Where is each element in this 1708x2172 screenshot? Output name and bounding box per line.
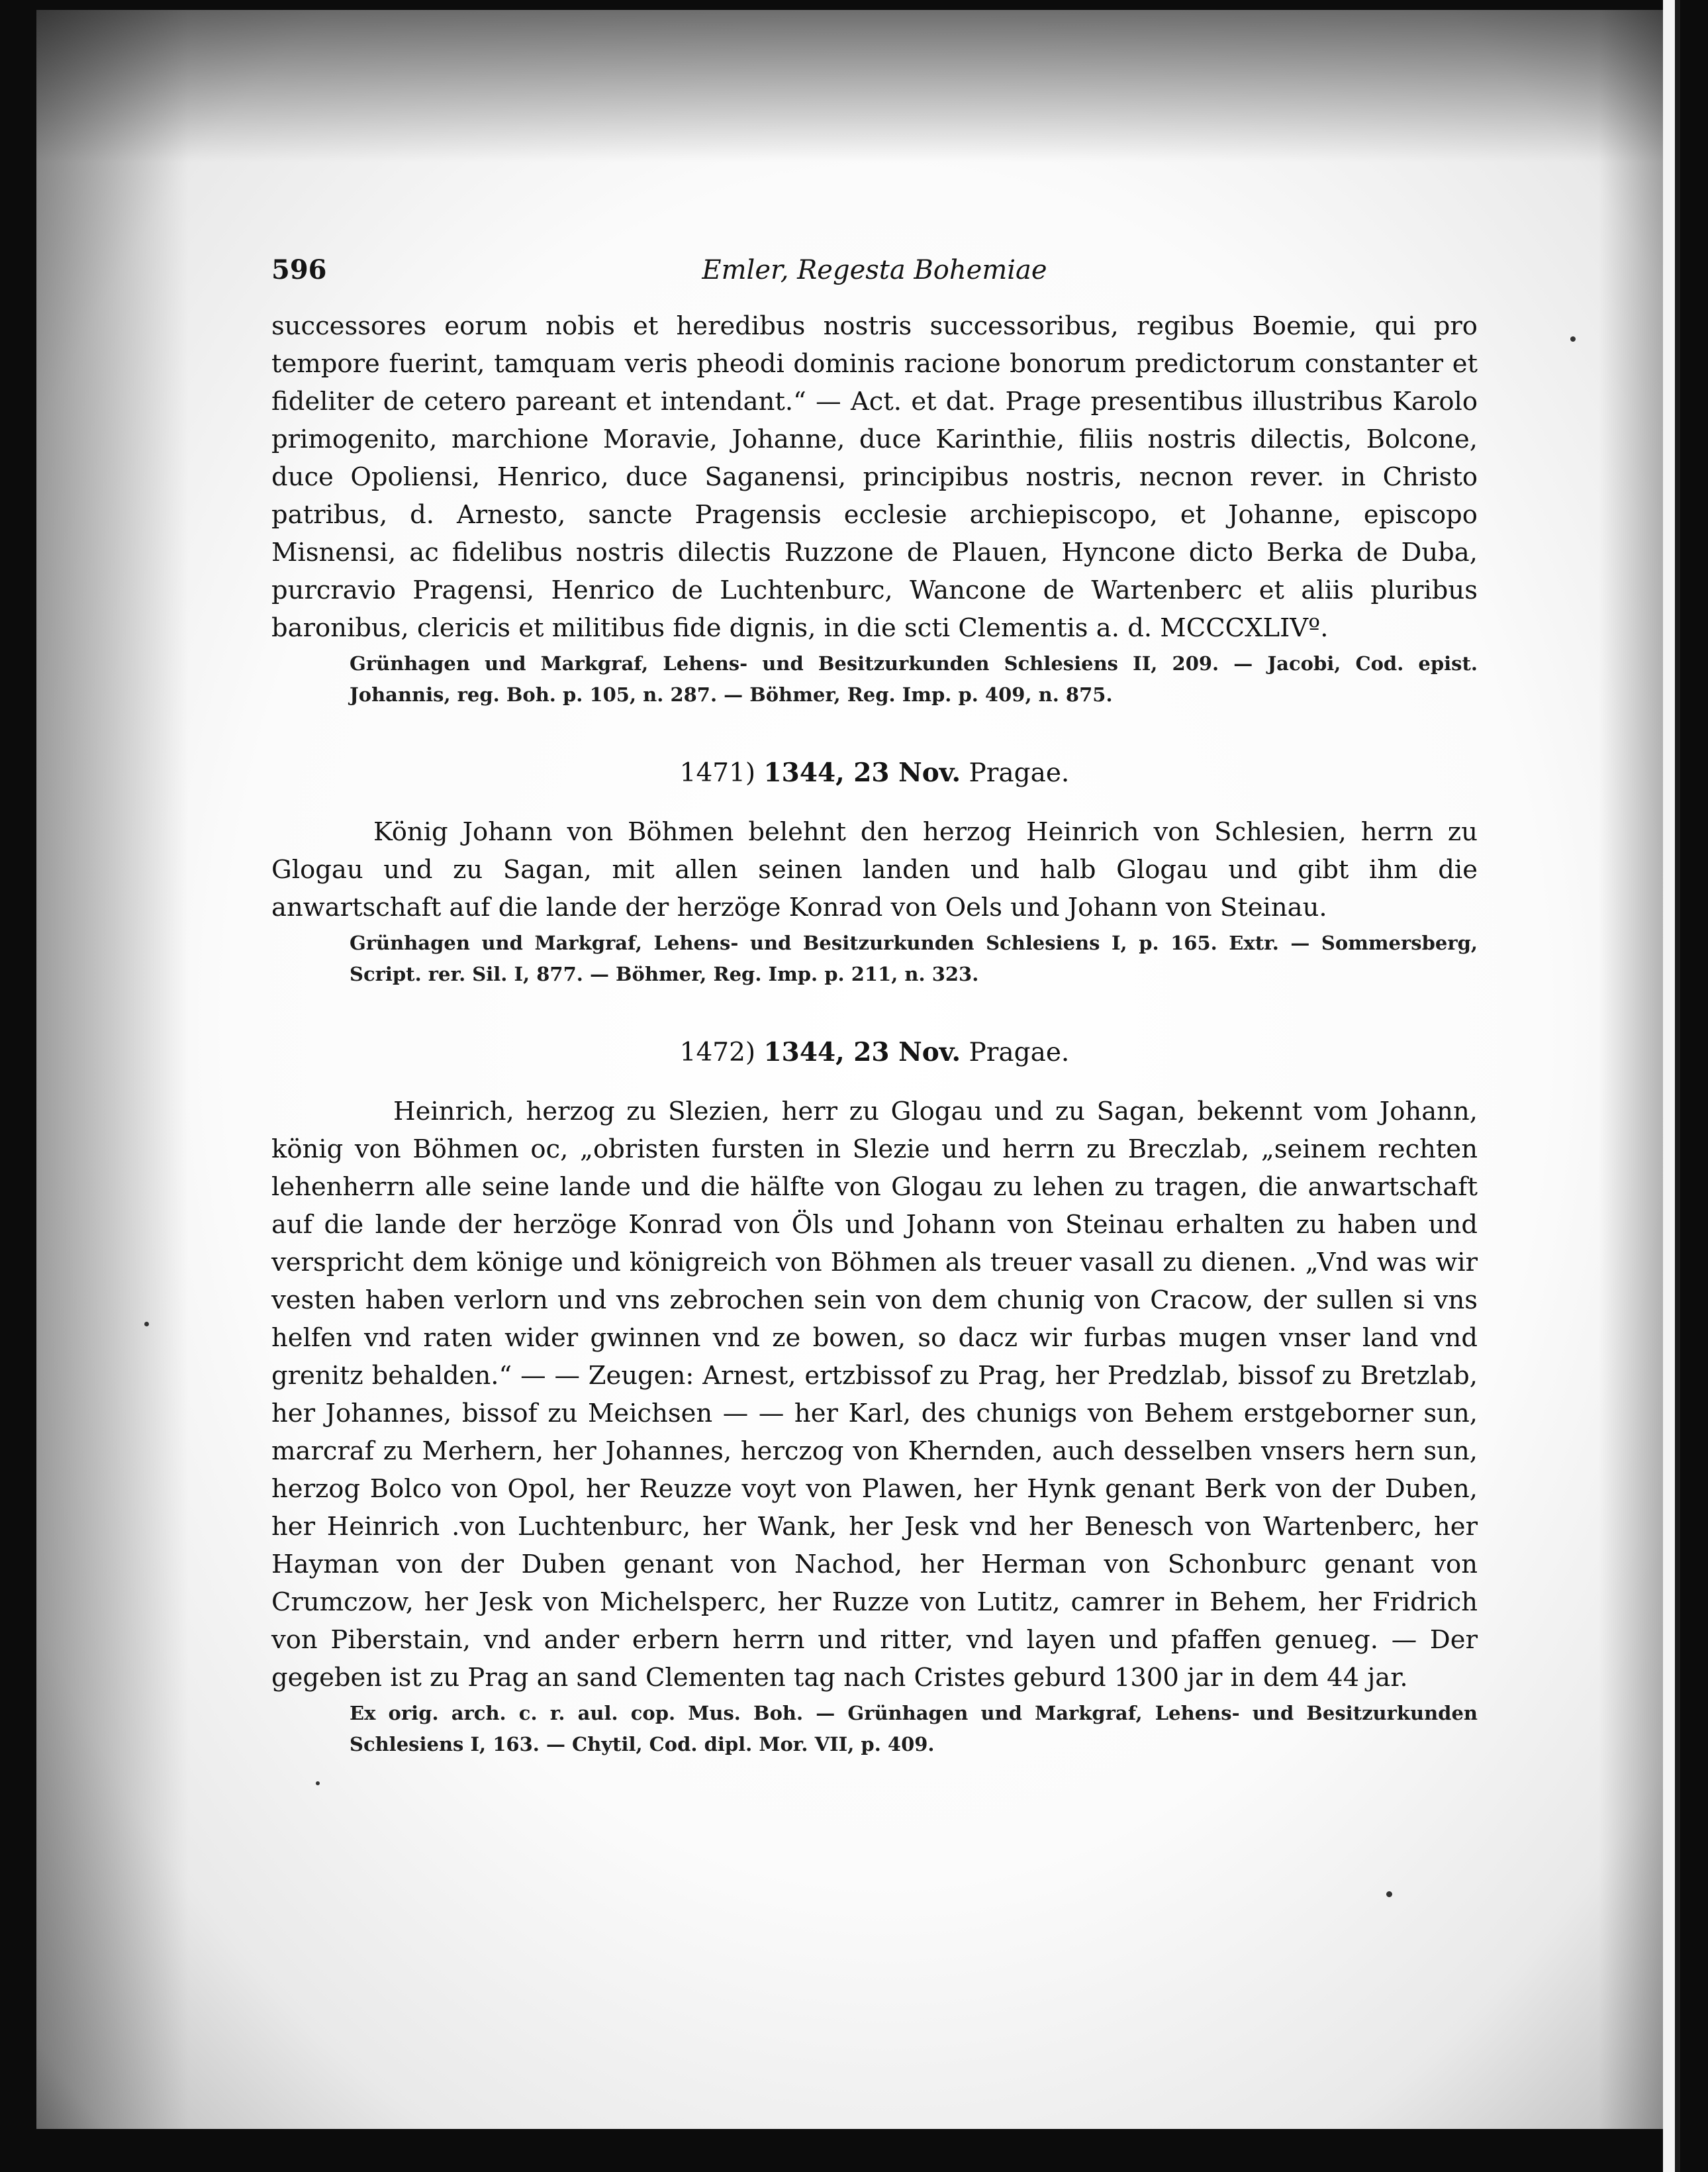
scan-shadow-right bbox=[1599, 10, 1672, 2129]
dust-speck bbox=[1386, 1891, 1392, 1897]
binding-edge-line bbox=[1675, 0, 1680, 2172]
running-head bbox=[271, 250, 1478, 290]
entry-text-1471: König Johann von Böhmen belehnt den herzog Heinrich von Schlesien, herrn zu Glogau und zu Sagan, mit allen seinen landen und halb Glogau und gibt ihm die anwartschaft auf die lande der herzöge Konrad von Oels und Johann von Steinau. bbox=[271, 817, 1478, 922]
continuation-source: Grünhagen und Markgraf, Lehens- und Besitzurkunden Schlesiens II, 209. — Jacobi, Cod. epist. Johannis, reg. Boh. p. 105, n. 287. — Böhmer, Reg. Imp. p. 409, n. 875. bbox=[350, 652, 1478, 706]
entry-heading-1471 bbox=[271, 753, 1478, 793]
entry-place: Pragae. bbox=[969, 758, 1070, 788]
entry-source-1471: Grünhagen und Markgraf, Lehens- und Besitzurkunden Schlesiens I, p. 165. Extr. — Sommersberg, Script. rer. Sil. I, 877. — Böhmer, Reg. Imp. p. 211, n. 323. bbox=[350, 932, 1478, 985]
dust-speck bbox=[316, 1781, 320, 1785]
entry-number: 1472) bbox=[679, 1038, 756, 1067]
dust-speck bbox=[1570, 336, 1576, 342]
scan-shadow-left bbox=[36, 10, 189, 2129]
continuation-text: successores eorum nobis et heredibus nostris successoribus, regibus Boemie, qui pro tempore fuerint, tamquam veris pheodi dominis racione bonorum predictorum constanter et fideliter de cetero pareant et intendant.“ — Act. et dat. Prage presentibus illustribus Karolo primogenito, marchione Moravie, Johanne, duce Karinthie, filiis nostris dilectis, Bolcone, duce Opoliensi, Henrico, duce Saganensi, principibus nostris, necnon rever. in Christo patribus, d. Arnesto, sancte Pragensis ecclesie archiepiscopo, et Johanne, episcopo Misnensi, ac fidelibus nostris dilectis Ruzzone de Plauen, Hyncone dicto Berka de Duba, purcravio Pragensi, Henrico de Luchtenburc, Wancone de Wartenberc et aliis pluribus baronibus, clericis et militibus fide dignis, in die scti Clementis a. d. MCCCXLIVº. bbox=[271, 311, 1478, 643]
entry-heading-1472 bbox=[271, 1032, 1478, 1073]
page-number: 596 bbox=[271, 254, 327, 285]
entry-text-1472: Heinrich, herzog zu Slezien, herr zu Glogau und zu Sagan, bekennt vom Johann, könig von Böhmen oc, „obristen fursten in Slezie und herrn zu Breczlab, „seinem rechten lehenherrn alle seine lande und die hälfte von Glogau zu lehen zu tragen, die anwartschaft auf die lande der herzöge Konrad von Öls und Johann von Steinau erhalten zu haben und verspricht dem könige und königreich von Böhmen als treuer vasall zu dienen. „Vnd was wir vesten haben verlorn und vns zebrochen sein von dem chunig von Cracow, der sullen si vns helfen vnd raten wider gwinnen vnd ze bowen, so dacz wir furbas mugen vnser land vnd grenitz behalden.“ — — Zeugen: Arnest, ertzbissof zu Prag, her Predzlab, bissof zu Bretzlab, her Johannes, bissof zu Meichsen — — her Karl, des chunigs von Behem erstgeborner sun, marcraf zu Merhern, her Johannes, herczog von Khernden, auch desselben vnsers hern sun, herzog Bolco von Opol, her Reuzze voyt von Plawen, her Hynk genant Berk von der Duben, her Heinrich .von Luchtenburc, her Wank, her Jesk vnd her Benesch von Wartenberc, her Hayman von der Duben genant von Nachod, her Herman von Schonburc genant von Crumczow, her Jesk von Michelsperc, her Ruzze von Lutitz, camrer in Behem, her Fridrich von Piberstain, vnd ander erbern herrn und ritter, vnd layen und pfaffen genueg. — Der gegeben ist zu Prag an sand Clementen tag nach Cristes geburd 1300 jar in dem 44 jar. bbox=[271, 1097, 1478, 1693]
running-title: Emler, Regesta Bohemiae bbox=[702, 255, 1047, 285]
scan-shadow-top bbox=[36, 10, 1672, 162]
page-text bbox=[271, 250, 1478, 1760]
entry-number: 1471) bbox=[679, 758, 756, 788]
entry-source-1472: Ex orig. arch. c. r. aul. cop. Mus. Boh. — Grünhagen und Markgraf, Lehens- und Besitzurkunden Schlesiens I, 163. — Chytil, Cod. dipl. Mor. VII, p. 409. bbox=[350, 1702, 1478, 1755]
dust-speck bbox=[144, 1322, 149, 1326]
entry-place: Pragae. bbox=[969, 1038, 1070, 1067]
entry-date: 1344, 23 Nov. bbox=[763, 1037, 961, 1067]
entry-date: 1344, 23 Nov. bbox=[763, 758, 961, 788]
